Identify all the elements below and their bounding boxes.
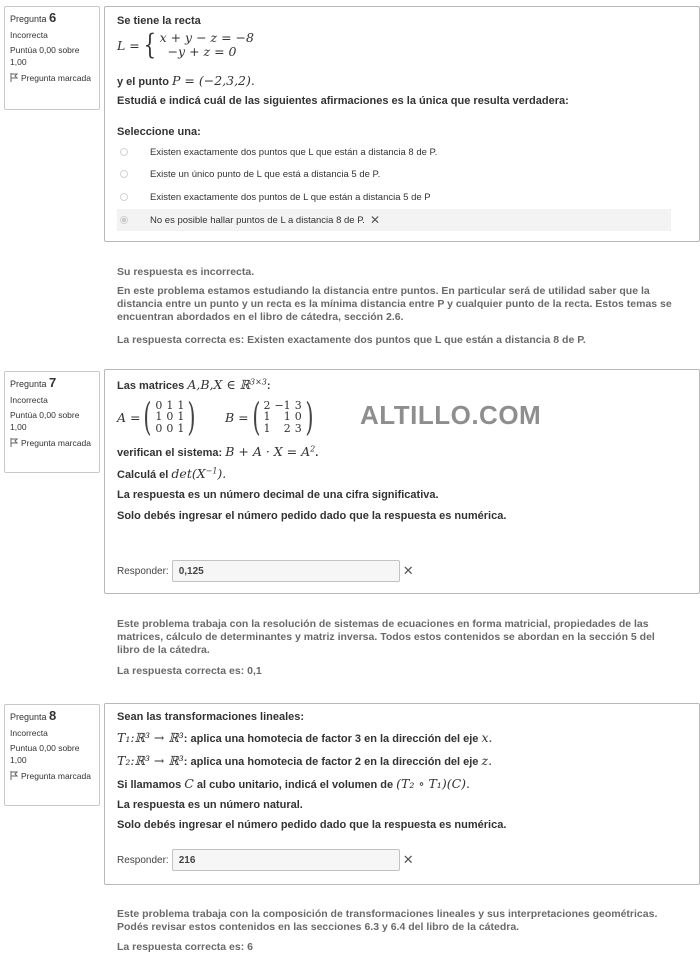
question-number-value: 6	[49, 10, 57, 25]
brace-icon: {	[143, 28, 156, 61]
volume-text-2: al cubo unitario, indicá el volumen de	[196, 779, 394, 791]
matrix-a	[117, 395, 199, 439]
calc-text: Calculá el	[117, 469, 169, 481]
matrix-a-cell: 1	[177, 410, 185, 424]
instruction-line-2: Solo debés ingresar el número pedido dado que la respuesta es numérica.	[117, 510, 507, 522]
flag-label: Pregunta marcada	[21, 438, 91, 448]
intro-superscript: 3×3	[249, 377, 267, 387]
matrix-a-name: A =	[117, 409, 141, 425]
matrix-a-cell: 1	[166, 398, 174, 412]
question-intro: Sean las transformaciones lineales:	[117, 711, 305, 723]
matrix-b-body	[249, 395, 317, 439]
option-text: Existen exactamente dos puntos de L que están a distancia 5 de P	[150, 191, 431, 203]
flag-label: Pregunta marcada	[21, 73, 91, 83]
paren-left: (	[251, 395, 261, 439]
calc-superscript: −1	[205, 466, 218, 476]
instruction-line-1: La respuesta es un número decimal de una cifra significativa.	[117, 489, 439, 501]
question-number	[10, 12, 94, 25]
radio-button[interactable]	[120, 216, 128, 224]
calc-line	[117, 466, 226, 481]
feedback-general: Este problema trabaja con la composición de transformaciones lineales y sus interpretaciones geométricas. Podés revisar estos contenidos en las secciones 6.3 y 6.4 del libro de la cátedra.	[117, 908, 658, 933]
question-number-value: 8	[49, 708, 57, 723]
instruction-line-2: Solo debés ingresar el número pedido dado que la respuesta es numérica.	[117, 819, 507, 831]
incorrect-icon: ✕	[402, 852, 414, 867]
answer-option-4[interactable]	[117, 209, 671, 231]
matrix-a-cell: 0	[155, 421, 163, 435]
question-state: Incorrecta	[10, 395, 48, 405]
equation-2: −y + z = 0	[167, 44, 237, 59]
t2-text: : aplica una homotecia de factor 2 en la dirección del eje	[183, 756, 479, 768]
equation-1: x + y − z = −8	[159, 30, 254, 45]
matrix-a-cell: 1	[155, 410, 163, 424]
matrix-b-cell: 3	[294, 421, 302, 435]
matrices-intro	[117, 377, 271, 392]
option-text: No es posible hallar puntos de L a distancia 8 de P.	[150, 214, 365, 226]
paren-right: )	[187, 395, 196, 439]
matrix-b-grid	[263, 400, 301, 435]
matrix-a-cell: 1	[177, 398, 185, 412]
matrix-b	[225, 395, 317, 439]
watermark: ALTILLO.COM	[360, 400, 542, 430]
matrix-a-cell: 0	[166, 421, 174, 435]
question-content-8	[104, 703, 700, 885]
matrix-b-name: B =	[225, 409, 249, 425]
option-text: Existen exactamente dos puntos que L que están a distancia 8 de P.	[150, 146, 438, 158]
question-label: Pregunta	[10, 379, 47, 389]
intro-math: A,B,X ∈ ℝ	[187, 377, 250, 392]
feedback-general: En este problema estamos estudiando la distancia entre puntos. En particular será de utilidad saber que la distancia entre un punto y un recta es la mínima distancia entre P y cualquier punto de la recta. Estos temas se encuentran abordados en el libro de cátedra, sección 2.6.	[117, 285, 672, 323]
t1-text: : aplica una homotecia de factor 3 en la dirección del eje	[183, 733, 479, 745]
matrix-a-cell: 1	[177, 421, 185, 435]
matrix-b-cell: 1	[263, 421, 271, 435]
flag-icon	[10, 73, 18, 82]
flag-toggle[interactable]	[10, 437, 94, 449]
volume-math: (T₂ ∘ T₁)(C).	[396, 776, 470, 791]
option-text: Existe un único punto de L que está a distancia 5 de P.	[150, 168, 381, 180]
question-state: Incorrecta	[10, 728, 48, 738]
matrix-a-cell: 0	[155, 398, 163, 412]
matrix-a-body	[140, 395, 199, 439]
system-text: verifican el sistema:	[117, 447, 223, 459]
flag-toggle[interactable]	[10, 770, 94, 782]
question-state: Incorrecta	[10, 30, 48, 40]
question-grade: Puntúa 0,00 sobre 1,00	[10, 45, 80, 67]
t2-math: T₂:ℝ³ → ℝ³	[117, 753, 184, 768]
t1-axis: x.	[481, 730, 493, 745]
question-number	[10, 710, 94, 723]
matrix-b-cell: 0	[294, 410, 302, 424]
t1-math: T₁:ℝ³ → ℝ³	[117, 730, 184, 745]
system-equations	[160, 31, 254, 59]
volume-c: C	[184, 776, 194, 791]
flag-label: Pregunta marcada	[21, 771, 91, 781]
answer-input[interactable]	[172, 560, 400, 582]
question-label: Pregunta	[10, 712, 47, 722]
question-number-value: 7	[49, 375, 57, 390]
correct-answer: La respuesta correcta es: Existen exactamente dos puntos que L que están a distancia 8 de P.	[117, 334, 586, 346]
instruction-line-1: La respuesta es un número natural.	[117, 799, 303, 811]
matrix-b-cell: 2	[283, 421, 291, 435]
system-line	[117, 444, 318, 459]
system-end: .	[315, 447, 319, 459]
system-math: B + A · X = A	[225, 444, 311, 459]
question-grade: Puntua 0,00 sobre 1,00	[10, 743, 80, 765]
feedback-status: Su respuesta es incorrecta.	[117, 266, 255, 278]
point-line	[117, 73, 255, 88]
answer-input[interactable]	[172, 849, 400, 871]
flag-toggle[interactable]	[10, 72, 94, 84]
answer-option-2[interactable]	[117, 163, 671, 185]
matrix-a-grid	[155, 400, 184, 435]
answer-label: Responder:	[117, 854, 169, 866]
calc-math: det(X	[171, 466, 206, 481]
calc-end: ).	[217, 466, 227, 481]
paren-right: )	[305, 395, 314, 439]
system-superscript: 2	[310, 444, 316, 454]
flag-icon	[10, 771, 18, 780]
intro-text: Las matrices	[117, 380, 185, 392]
radio-button[interactable]	[120, 170, 128, 178]
paren-left: (	[143, 395, 152, 439]
incorrect-icon: ✕	[369, 213, 381, 227]
correct-answer: La respuesta correcta es: 0,1	[117, 665, 262, 677]
t2-axis: z.	[481, 753, 493, 768]
question-info-8	[4, 704, 100, 806]
question-content-6	[104, 6, 700, 242]
point-prefix: y el punto	[117, 76, 169, 88]
radio-button[interactable]	[120, 193, 128, 201]
matrix-b-cell: 2	[263, 398, 271, 412]
correct-answer: La respuesta correcta es: 6	[117, 941, 253, 953]
answer-row	[117, 849, 414, 871]
transformation-2	[117, 753, 492, 768]
question-grade: Puntúa 0,00 sobre 1,00	[10, 410, 80, 432]
matrix-b-cell: 1	[283, 410, 291, 424]
matrix-b-cell: −1	[274, 398, 291, 412]
line-system	[117, 28, 254, 61]
answer-label: Responder:	[117, 565, 169, 577]
question-info-7	[4, 371, 100, 473]
select-label: Seleccione una:	[117, 126, 201, 138]
answer-row	[117, 560, 414, 582]
question-intro: Se tiene la recta	[117, 15, 201, 27]
question-info-6	[4, 6, 100, 110]
volume-text-1: Si llamamos	[117, 779, 182, 791]
answer-option-1[interactable]	[117, 141, 671, 163]
volume-question	[117, 776, 470, 791]
feedback-general: Este problema trabaja con la resolución de sistemas de ecuaciones en forma matricial, propiedades de las matrices, cálculo de determinantes y matriz inversa. Todos estos contenidos se abordan en la sección 5 del libro de la cátedra.	[117, 618, 655, 656]
system-name: L =	[117, 37, 140, 53]
intro-end: :	[266, 380, 271, 392]
matrix-b-cell: 1	[263, 410, 271, 424]
matrix-a-cell: 0	[166, 410, 174, 424]
radio-button[interactable]	[120, 148, 128, 156]
answer-option-3[interactable]	[117, 186, 671, 208]
flag-icon	[10, 438, 18, 447]
question-label: Pregunta	[10, 14, 47, 24]
question-number	[10, 377, 94, 390]
point-value: P = (−2,3,2).	[172, 73, 255, 88]
question-instruction: Estudiá e indicá cuál de las siguientes afirmaciones es la única que resulta verdadera:	[117, 95, 569, 107]
transformation-1	[117, 730, 493, 745]
incorrect-icon: ✕	[402, 563, 414, 578]
matrix-b-cell: 3	[294, 398, 302, 412]
